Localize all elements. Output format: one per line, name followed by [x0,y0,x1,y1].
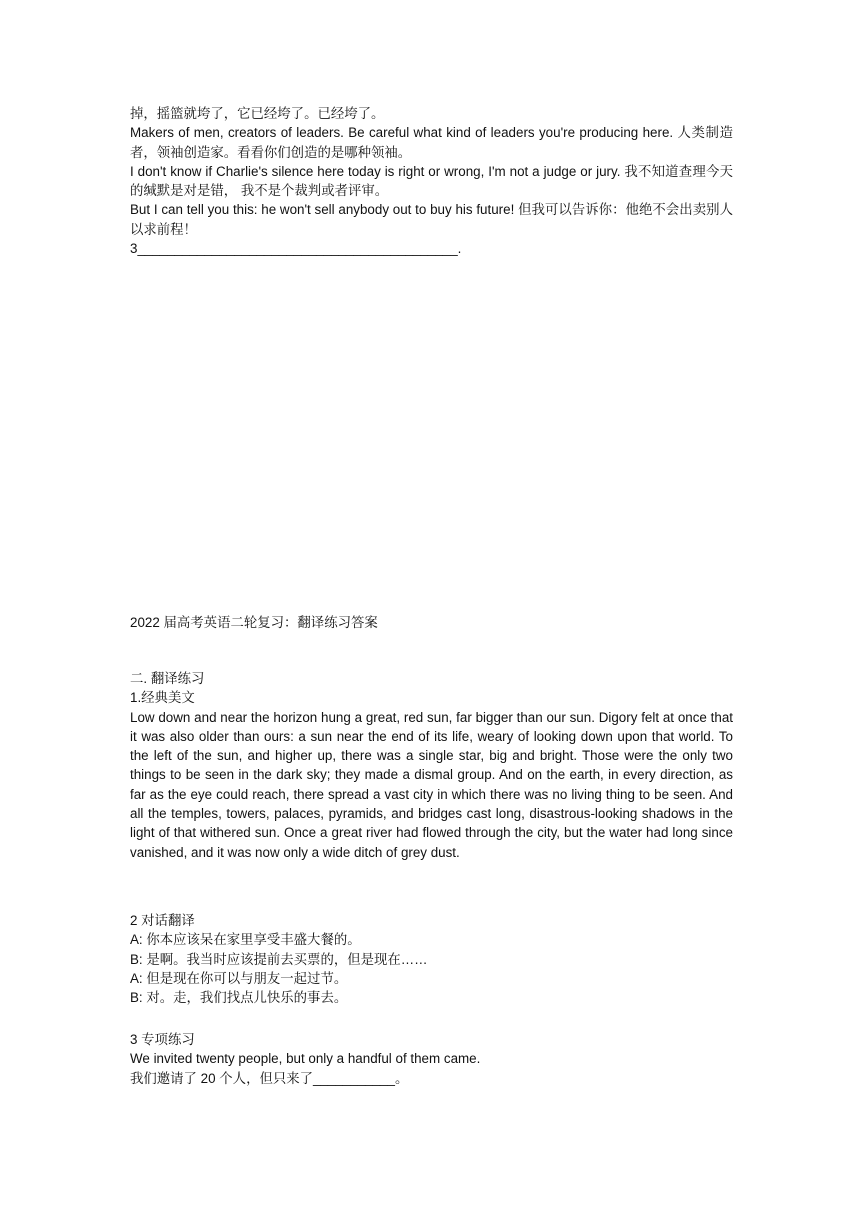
dialogue-line: A: 你本应该呆在家里享受丰盛大餐的。 [130,932,361,948]
practice-section [130,1030,733,1088]
translation-section [130,669,733,862]
item3-chinese-sentence: 我们邀请了 20 个人，但只来了___________。 [130,1070,409,1086]
answers-title [130,613,733,632]
answers-title-text: 2022 届高考英语二轮复习：翻译练习答案 [130,615,378,630]
dialogue-section [130,911,733,1007]
item3-english-sentence: We invited twenty people, but only a handful of them came. [130,1051,481,1067]
paragraph-sell-out: But I can tell you this: he won't sell anybody out to buy his future! 但我可以告诉你：他绝不会出卖别人以求前程！ [130,202,733,237]
item1-passage: Low down and near the horizon hung a great, red sun, far bigger than our sun. Digory felt at once that it was also older than ours: a sun near the end of its life, weary of looking down upon that world. To the left of the sun, and higher up, there was a single star, big and bright. Those were the only two things to be seen in the dark sky; they made a dismal group. And on the earth, in every direction, as far as the eye could reach, there spread a vast city in which there was no living thing to be seen. And all the temples, towers, palaces, pyramids, and bridges cast long, disastrous-looking shadows in the light of that withered sun. Once a great river had flowed through the city, but the water had long since vanished, and it was now only a wide ditch of grey dust. [130,709,733,860]
fill-in-blank-line: 3___________________________________________. [130,241,462,257]
item1-label: 1.经典美文 [130,690,195,706]
item3-label: 3 专项练习 [130,1032,195,1047]
dialogue-line: B: 是啊。我当时应该提前去买票的，但是现在…… [130,951,428,967]
dialogue-line: B: 对。走，我们找点儿快乐的事去。 [130,990,348,1006]
paragraph-charlie: I don't know if Charlie's silence here today is right or wrong, I'm not a judge or jury. 我不知道查理今天的缄默是对是错， 我不是个裁判或者评审。 [130,163,733,199]
dialogue-line: A: 但是现在你可以与朋友一起过节。 [130,970,348,986]
item2-label: 2 对话翻译 [130,913,195,928]
paragraph-makers: Makers of men, creators of leaders. Be careful what kind of leaders you're producing here. 人类制造者，领袖创造家。看看你们创造的是哪种领袖。 [130,125,733,160]
top-section [130,104,733,258]
text-line: 掉，摇篮就垮了，它已经垮了。已经垮了。 [130,106,385,121]
section-heading: 二. 翻译练习 [130,671,205,686]
